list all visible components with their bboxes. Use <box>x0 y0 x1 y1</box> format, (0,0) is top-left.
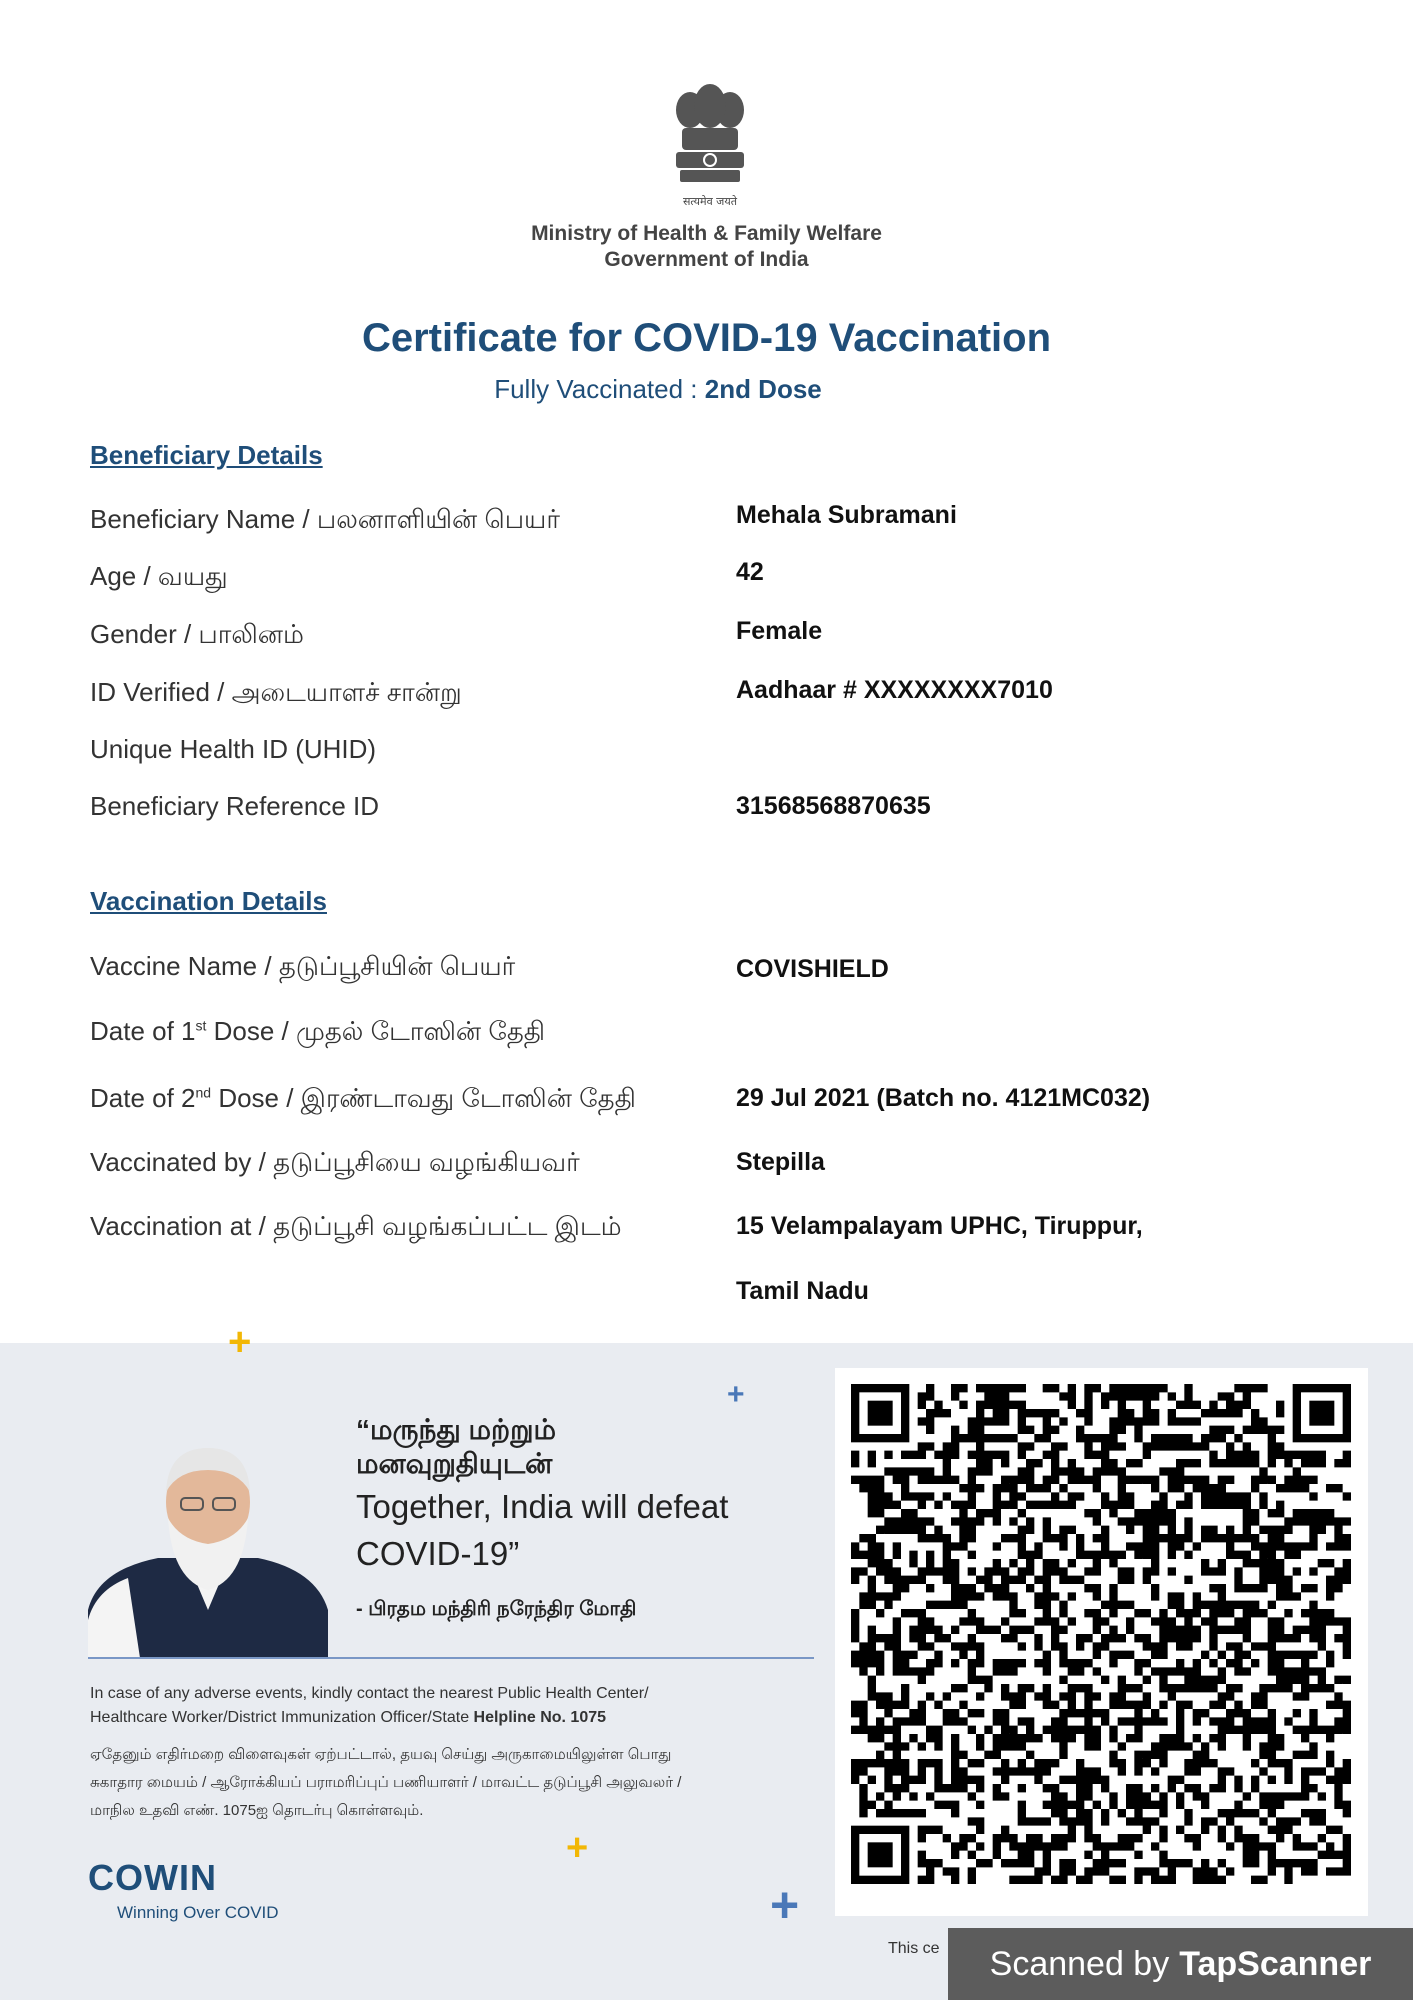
plus-decoration-icon: + <box>566 1827 589 1869</box>
footer-divider <box>88 1657 814 1659</box>
national-emblem-icon <box>660 80 760 215</box>
government-name: Government of India <box>604 248 809 271</box>
qr-code-icon <box>851 1384 1351 1884</box>
prime-minister-portrait <box>88 1440 328 1658</box>
gender-value: Female <box>736 617 823 645</box>
plus-decoration-icon: + <box>770 1877 800 1933</box>
plus-decoration-icon: + <box>228 1320 252 1364</box>
ministry-name: Ministry of Health & Family Welfare <box>531 222 882 245</box>
scanner-brand: TapScanner <box>1179 1944 1372 1983</box>
quote-tamil: “மருந்து மற்றும் மனவுறுதியுடன் <box>356 1414 557 1479</box>
plus-decoration-icon: + <box>727 1378 745 1411</box>
dose2-date-label: Date of 2nd Dose / இரண்டாவது டோஸின் தேதி <box>90 1083 636 1113</box>
scanner-watermark: Scanned by TapScanner <box>948 1928 1413 2000</box>
age-value: 42 <box>736 558 764 586</box>
vaccination-at-state: Tamil Nadu <box>736 1277 869 1305</box>
adverse-events-notice-ta: ஏதேனும் எதிர்மறை விளைவுகள் ஏற்பட்டால், தயவு செய்து அருகாமையிலுள்ள பொது சுகாதார மையம் / ஆரோக்கியப் பராமரிப்புப் பணியாளர் / மாவட்ட தடுப்பூசி அலுவலர் / மாநில உதவி எண். 1075ஐ தொடர்பு கொள்ளவும். <box>90 1746 682 1819</box>
beneficiary-name-label: Beneficiary Name / பலனாளியின் பெயர் <box>90 504 560 534</box>
vaccination-at-label: Vaccination at / தடுப்பூசி வழங்கப்பட்ட இடம் <box>90 1211 622 1241</box>
dose2-date-value: 29 Jul 2021 (Batch no. 4121MC032) <box>736 1084 1151 1112</box>
uhid-label: Unique Health ID (UHID) <box>90 734 377 764</box>
dose-status: 2nd Dose <box>704 374 822 404</box>
certificate-title: Certificate for COVID-19 Vaccination <box>361 316 1052 360</box>
age-label: Age / வயது <box>90 561 228 591</box>
id-verified-value: Aadhaar # XXXXXXXX7010 <box>736 676 1053 704</box>
vaccination-section-title: Vaccination Details <box>90 886 327 916</box>
vaccination-status: Fully Vaccinated : 2nd Dose <box>494 374 822 404</box>
vaccinated-by-value: Stepilla <box>736 1148 825 1176</box>
adverse-events-notice-en: In case of any adverse events, kindly contact the nearest Public Health Center/ Healthcare Worker/District Immunization Officer/State Helpline No. 1075 <box>90 1685 649 1726</box>
cowin-logo: COWIN <box>88 1857 217 1898</box>
dose1-date-label: Date of 1st Dose / முதல் டோஸின் தேதி <box>90 1016 546 1046</box>
vaccine-name-label: Vaccine Name / தடுப்பூசியின் பெயர் <box>90 951 516 981</box>
vaccinated-by-label: Vaccinated by / தடுப்பூசியை வழங்கியவர் <box>90 1147 580 1177</box>
beneficiary-section-title: Beneficiary Details <box>90 440 323 470</box>
quote-english: Together, India will defeat COVID-19” <box>356 1488 729 1572</box>
reference-id-label: Beneficiary Reference ID <box>90 791 380 821</box>
emblem-motto: सत्यमेव जयते <box>682 195 738 208</box>
vaccine-name-value: COVISHIELD <box>736 955 889 983</box>
quote-attribution: - பிரதம மந்திரி நரேந்திர மோதி <box>356 1598 637 1620</box>
vaccination-at-value: 15 Velampalayam UPHC, Tiruppur, <box>736 1212 1143 1240</box>
cowin-tagline: Winning Over COVID <box>117 1903 279 1922</box>
gender-label: Gender / பாலினம் <box>90 619 304 649</box>
qr-code-panel <box>835 1368 1368 1916</box>
helpline-number: Helpline No. 1075 <box>473 1709 607 1726</box>
id-verified-label: ID Verified / அடையாளச் சான்று <box>90 677 462 707</box>
reference-id-value: 31568568870635 <box>736 792 931 820</box>
certificate-footnote: This ce <box>888 1940 940 1957</box>
beneficiary-name-value: Mehala Subramani <box>736 501 957 529</box>
